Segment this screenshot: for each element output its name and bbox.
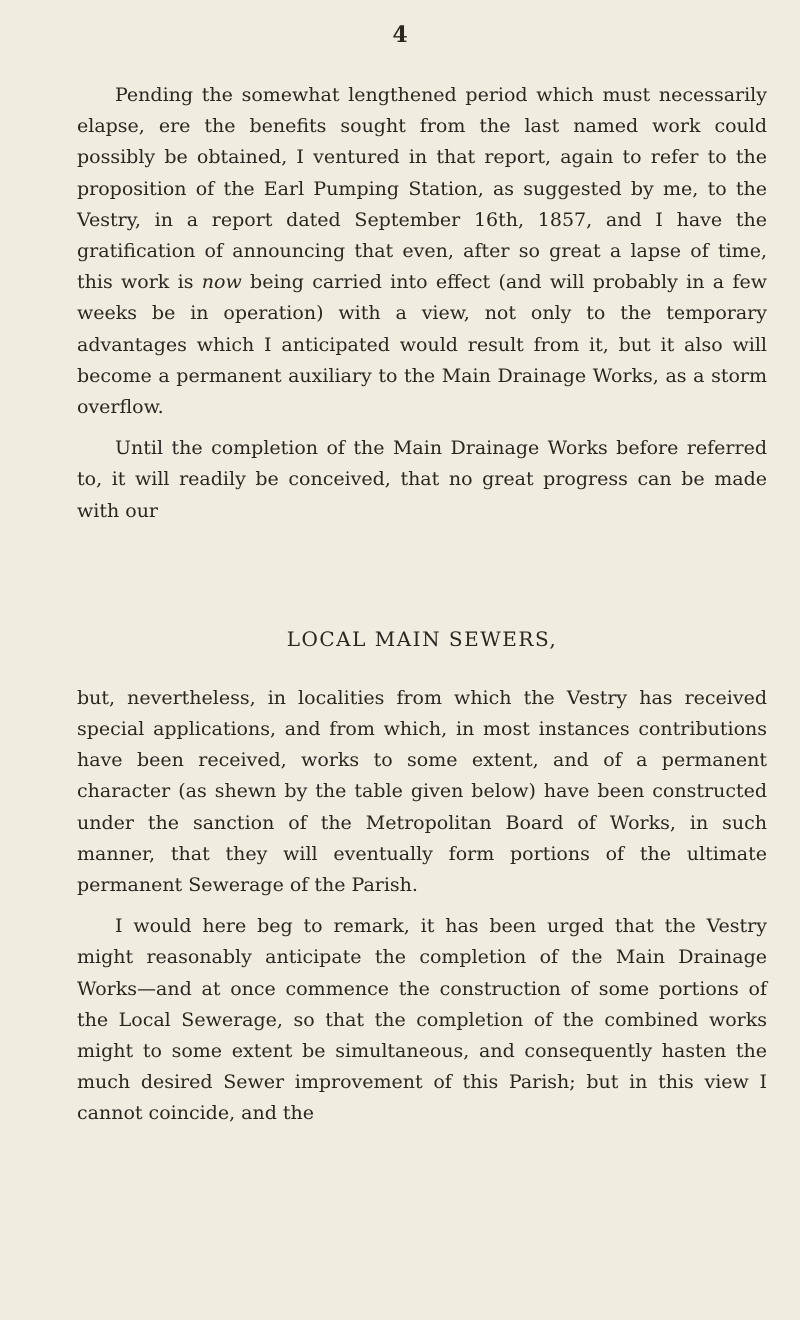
paragraph-text: being carried into effect (and will probably in a few weeks be in operation) with a view, not only to the temporary advantages which I anticipated would result from it, but it also will become a permanent auxiliary to the Main Drainage Works, as a storm overflow. xyxy=(77,271,767,419)
section-heading-wrapper xyxy=(77,609,767,669)
paragraph-remark: I would here beg to remark, it has been urged that the Vestry might reasonably anticipate the completion of the Main Drainage Works—and at once commence the construction of some portions of the Local Sewerage, so that the completion of the combined works might to some extent be simultaneous, and consequently hasten the much desired Sewer improvement of this Parish; but in this view I cannot coincide, and the xyxy=(77,915,767,1125)
paragraph-earl-pumping-station xyxy=(77,80,767,423)
paragraph-spacer xyxy=(77,423,767,433)
paragraph-spacer xyxy=(77,901,767,911)
body-text xyxy=(77,80,767,1130)
paragraph-text: Pending the somewhat lengthened period which must necessarily elapse, ere the benefits sought from the last named work could possibly be obtained, I ventured in that report, again to refer to the proposition of the Earl Pumping Station, as suggested by me, to the Vestry, in a report dated September 16th, 1857, and I have the gratification of announcing that even, after so great a lapse of time, this work is xyxy=(77,84,767,294)
emphasis-now: now xyxy=(201,271,242,294)
paragraph-local-sewers: but, nevertheless, in localities from which the Vestry has received special applications, and from which, in most instances contributions have been received, works to some extent, and of a permanent character (as shewn by the table given below) have been constructed under the sanction of the Metropolitan Board of Works, in such manner, that they will eventually form portions of the ultimate permanent Sewerage of the Parish. xyxy=(77,686,767,897)
page-number: 4 xyxy=(392,22,408,48)
section-heading: LOCAL MAIN SEWERS, xyxy=(286,626,558,651)
paragraph-main-drainage: Until the completion of the Main Drainage Works before referred to, it will readily be conceived, that no great progress can be made with our xyxy=(77,437,767,522)
